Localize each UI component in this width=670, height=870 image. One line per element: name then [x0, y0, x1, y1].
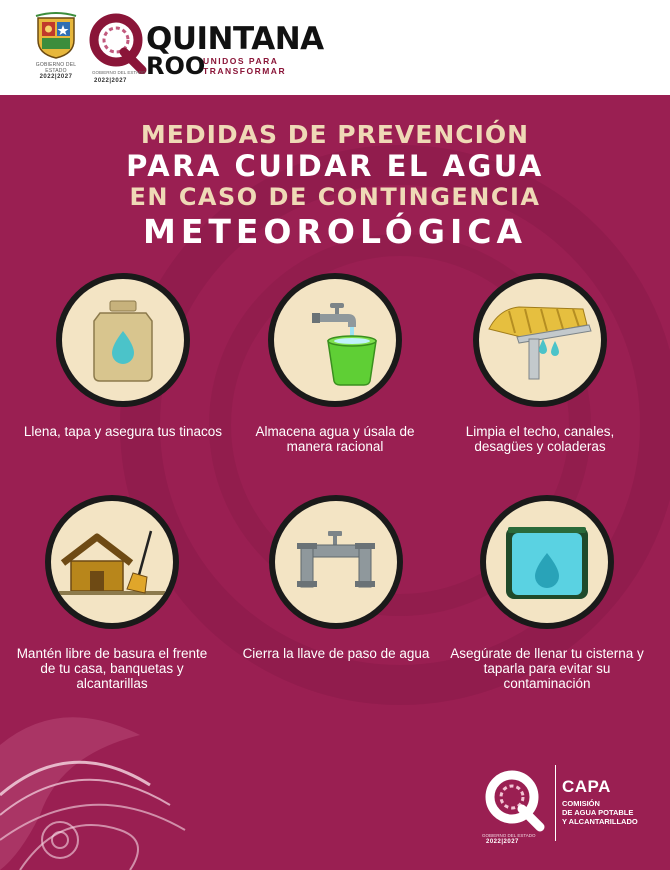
- roof-gutter-icon: [479, 279, 601, 401]
- tip-icon-circle: [269, 495, 403, 629]
- house-broom-icon: [51, 501, 173, 623]
- tip-icon-circle: [45, 495, 179, 629]
- tip-text: Llena, tapa y asegura tus tinacos: [23, 424, 223, 439]
- page-header: [0, 0, 670, 95]
- main-panel: [0, 95, 670, 870]
- tip-card-3: [440, 273, 640, 454]
- tip-icon-circle: [473, 273, 607, 407]
- capa-desc-line3: Y ALCANTARILLADO: [562, 817, 638, 826]
- q-logo-mark-icon: [88, 12, 148, 74]
- logo-tagline-line1: UNIDOS PARA: [203, 56, 279, 66]
- tip-text: Almacena agua y úsala de manera racional: [255, 424, 415, 454]
- logo-word-roo: ROO: [146, 52, 206, 80]
- cistern-icon: [486, 501, 608, 623]
- capa-description: [562, 799, 662, 826]
- logo-small-text: GOBIERNO DEL ESTADO: [92, 70, 146, 75]
- seal-years: 2022|2027: [39, 74, 73, 80]
- logo-tagline: [203, 56, 286, 76]
- headline-line1: MEDIDAS DE PREVENCIÓN: [140, 120, 530, 149]
- tip-text: Asegúrate de llenar tu cisterna y taparla para evitar su contaminación: [450, 646, 644, 691]
- tip-card-1: [23, 273, 223, 439]
- headline: [0, 119, 670, 251]
- capa-logo: [480, 755, 660, 855]
- tip-text: Limpia el techo, canales, desagües y coladeras: [465, 424, 615, 454]
- capa-desc-line1: COMISIÓN: [562, 799, 600, 808]
- capa-q-icon: [480, 767, 550, 833]
- headline-line4: METEOROLÓGICA: [143, 212, 527, 251]
- logo-years: 2022|2027: [94, 78, 127, 84]
- seal-label: GOBIERNO DEL ESTADO: [35, 62, 77, 74]
- water-tank-icon: [62, 279, 184, 401]
- capa-desc-line2: DE AGUA POTABLE: [562, 808, 634, 817]
- state-seal-icon: [34, 12, 78, 60]
- tip-icon-circle: [268, 273, 402, 407]
- logo-word-quintana: QUINTANA: [146, 21, 324, 57]
- headline-line3: EN CASO DE CONTINGENCIA: [129, 183, 541, 211]
- pipe-valve-icon: [275, 501, 397, 623]
- tip-card-5: [236, 495, 436, 661]
- headline-line2: PARA CUIDAR EL AGUA: [126, 149, 544, 183]
- tip-card-6: [447, 495, 647, 691]
- tip-card-4: [12, 495, 212, 691]
- capa-name: CAPA: [562, 777, 611, 796]
- tip-card-2: [235, 273, 435, 454]
- tip-icon-circle: [480, 495, 614, 629]
- capa-years: 2022|2027: [486, 839, 519, 845]
- logo-tagline-line2: TRANSFORMAR: [203, 66, 287, 76]
- capa-small-text: GOBIERNO DEL ESTADO: [482, 833, 536, 838]
- tip-icon-circle: [56, 273, 190, 407]
- tip-text: Cierra la llave de paso de agua: [242, 646, 430, 661]
- state-seal: [30, 12, 82, 80]
- faucet-bucket-icon: [274, 279, 396, 401]
- quintana-roo-logo: [88, 10, 324, 88]
- tip-text: Mantén libre de basura el frente de tu casa, banquetas y alcantarillas: [16, 646, 208, 691]
- capa-divider: [555, 765, 556, 841]
